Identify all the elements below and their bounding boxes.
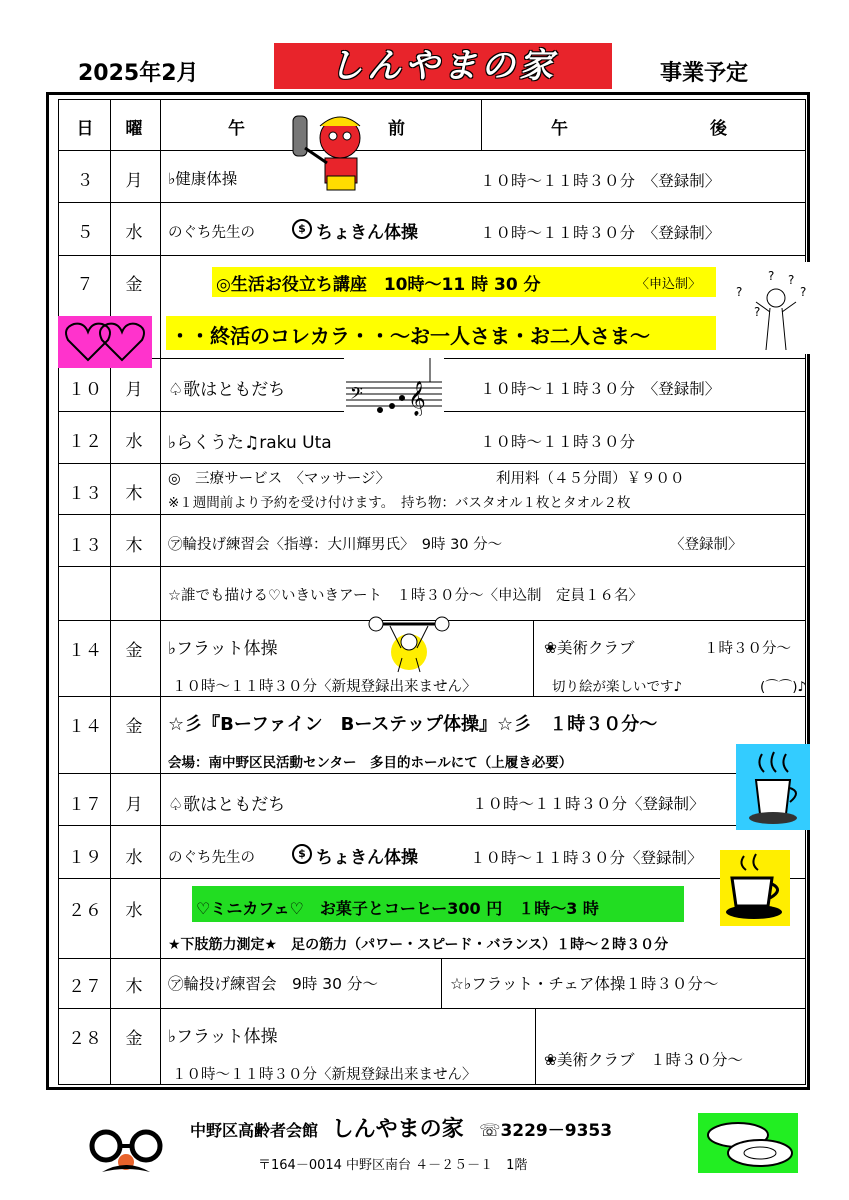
event-prefix: のぐち先生の: [168, 850, 255, 866]
event-time: １０時～１１時３０分 〈登録制〉: [480, 380, 721, 398]
svg-text:?: ?: [788, 273, 795, 287]
svg-text:𝄢: 𝄢: [350, 383, 363, 407]
event-time: １０時～１１時３０分 〈登録制〉: [480, 224, 721, 242]
row-weekday: 金: [125, 1029, 143, 1049]
col-header-weekday: 曜: [125, 119, 143, 139]
event-title: ☆彡『Bーファイン Bーステップ体操』☆彡 １時３０分～: [168, 714, 658, 735]
piggy-bank-icon: $: [292, 844, 312, 864]
event-note: 切り絵が楽しいです♪: [552, 679, 683, 695]
row-divider: [58, 958, 806, 959]
row-divider: [58, 1008, 806, 1009]
row-weekday: 金: [125, 641, 143, 661]
event-title: ♭らくうた♫raku Uta: [168, 433, 332, 453]
svg-text:?: ?: [736, 285, 743, 299]
event-note: ★下肢筋力測定★ 足の筋力（パワー・スピード・バランス）１時～２時３０分: [168, 937, 669, 953]
col-divider: [110, 99, 111, 1085]
music-staff-icon: [344, 352, 444, 416]
col-header-am: 前: [388, 119, 405, 139]
row-day: ５: [76, 223, 94, 243]
row-weekday: 水: [125, 432, 143, 452]
demon-icon: [285, 108, 380, 203]
row-weekday: 月: [125, 171, 143, 191]
row-day: １４: [68, 641, 102, 661]
confused-person-icon: [722, 262, 830, 354]
event-time: １０時～１１時３０分〈登録制〉: [472, 795, 705, 813]
footer-phone: ☏3229－9353: [479, 1121, 613, 1141]
event-title: ちょきん体操: [316, 848, 418, 868]
event-title: ♭フラット体操: [168, 1027, 278, 1047]
coffee-cup-icon: [720, 850, 790, 926]
event-fee: 利用料（４５分間）￥９００: [496, 471, 685, 487]
coffee-icon: [736, 744, 810, 830]
row-day: １７: [68, 795, 102, 815]
svg-text:?: ?: [768, 269, 775, 283]
row-weekday: 木: [125, 977, 143, 997]
footer-org-name: 中野区高齢者会館: [190, 1121, 319, 1140]
col-divider: [160, 99, 161, 1085]
row-divider: [58, 878, 806, 879]
event-time: １０時～１１時３０分: [480, 433, 636, 451]
header-title: 事業予定: [660, 61, 749, 86]
row-day: １３: [68, 484, 102, 504]
row-divider: [58, 463, 806, 464]
event-title: ◎ 三療サービス 〈マッサージ〉: [168, 471, 391, 487]
dishes-icon: [698, 1113, 798, 1173]
weightlifter-icon: [368, 612, 450, 674]
col-divider: [441, 958, 442, 1008]
row-divider: [58, 566, 806, 567]
row-day: ２７: [68, 977, 102, 997]
header-date: 2025年2月: [78, 61, 199, 86]
event-title: ☆誰でも描ける♡いきいきアート １時３０分～〈申込制 定員１６名〉: [168, 588, 644, 604]
col-divider: [481, 99, 482, 150]
row-divider: [58, 696, 806, 697]
event-title: ♭健康体操: [168, 170, 238, 188]
col-divider: [535, 1008, 536, 1085]
event-title: ◎生活お役立ち講座 10時～11 時 30 分: [216, 275, 541, 295]
event-title: ♤歌はともだち: [168, 380, 286, 400]
row-day: １９: [68, 848, 102, 868]
col-header-day: 日: [76, 119, 94, 139]
row-divider: [58, 825, 806, 826]
row-day: ２６: [68, 901, 102, 921]
header-logo: しんやまの家: [274, 43, 612, 89]
event-title: ☆♭フラット・チェア体操１時３０分～: [450, 975, 719, 993]
event-time: １０時～１１時３０分〈新規登録出来ません〉: [172, 1067, 477, 1083]
event-note: 〈登録制〉: [670, 537, 743, 553]
svg-text:?: ?: [800, 285, 807, 299]
event-title: ♡ミニカフェ♡ お菓子とコーヒー300 円 １時～3 時: [196, 899, 599, 918]
event-note: ※１週間前より予約を受け付けます。 持ち物：バスタオル１枚とタオル２枚: [168, 495, 631, 511]
row-day: ３: [76, 171, 94, 191]
svg-text:𝄞: 𝄞: [408, 381, 426, 416]
svg-text:?: ?: [754, 305, 761, 319]
row-weekday: 水: [125, 223, 143, 243]
event-title: ❀美術クラブ １時３０分～: [544, 1051, 743, 1069]
event-prefix: のぐち先生の: [168, 225, 255, 241]
event-title: ㋐輪投げ練習会 9時 30 分～: [168, 975, 378, 993]
event-note: 〈申込制〉: [636, 277, 702, 292]
row-weekday: 水: [125, 901, 143, 921]
footer-address: 〒164－0014 中野区南台 ４－２５－１ 1階: [258, 1158, 528, 1173]
row-divider: [58, 150, 806, 151]
row-divider: [58, 773, 806, 774]
event-subtitle: ・・終活のコレカラ・・～お一人さま・お二人さま～: [170, 324, 650, 348]
row-divider: [58, 202, 806, 203]
row-weekday: 金: [125, 275, 143, 295]
row-weekday: 月: [125, 380, 143, 400]
row-weekday: 水: [125, 848, 143, 868]
event-venue: 会場：南中野区民活動センター 多目的ホールにて（上履き必要）: [168, 755, 573, 771]
event-time: １０時～１１時３０分〈新規登録出来ません〉: [172, 679, 477, 695]
row-weekday: 木: [125, 536, 143, 556]
row-day: １４: [68, 717, 102, 737]
row-day: １３: [68, 536, 102, 556]
footer-facility-name: しんやまの家: [331, 1117, 464, 1142]
col-header-am: 午: [228, 119, 245, 139]
row-day: １２: [68, 432, 102, 452]
piggy-bank-icon: $: [292, 219, 312, 239]
row-weekday: 木: [125, 484, 143, 504]
event-time: １時３０分～: [704, 641, 791, 657]
col-divider: [533, 620, 534, 696]
event-title: ㋐輪投げ練習会〈指導：大川輝男氏〉 9時 30 分～: [168, 537, 503, 553]
col-header-pm: 午: [551, 119, 568, 139]
row-day: ７: [76, 275, 94, 295]
row-divider: [58, 514, 806, 515]
glasses-mustache-icon: [88, 1128, 164, 1176]
row-day: １０: [68, 380, 102, 400]
event-title: ♭フラット体操: [168, 639, 278, 659]
event-title: ちょきん体操: [316, 223, 418, 243]
event-time: １０時～１１時３０分 〈登録制〉: [480, 172, 721, 190]
row-weekday: 月: [125, 795, 143, 815]
event-title: ❀美術クラブ: [544, 639, 635, 657]
row-day: ２８: [68, 1029, 102, 1049]
hearts-icon: [58, 316, 152, 368]
event-note: (⌒⌒)♪: [760, 679, 807, 695]
footer-org: [190, 1112, 612, 1143]
col-header-pm: 後: [710, 119, 727, 139]
row-divider: [58, 255, 806, 256]
event-title: ♤歌はともだち: [168, 795, 286, 815]
event-time: １０時～１１時３０分〈登録制〉: [470, 849, 703, 867]
row-weekday: 金: [125, 717, 143, 737]
